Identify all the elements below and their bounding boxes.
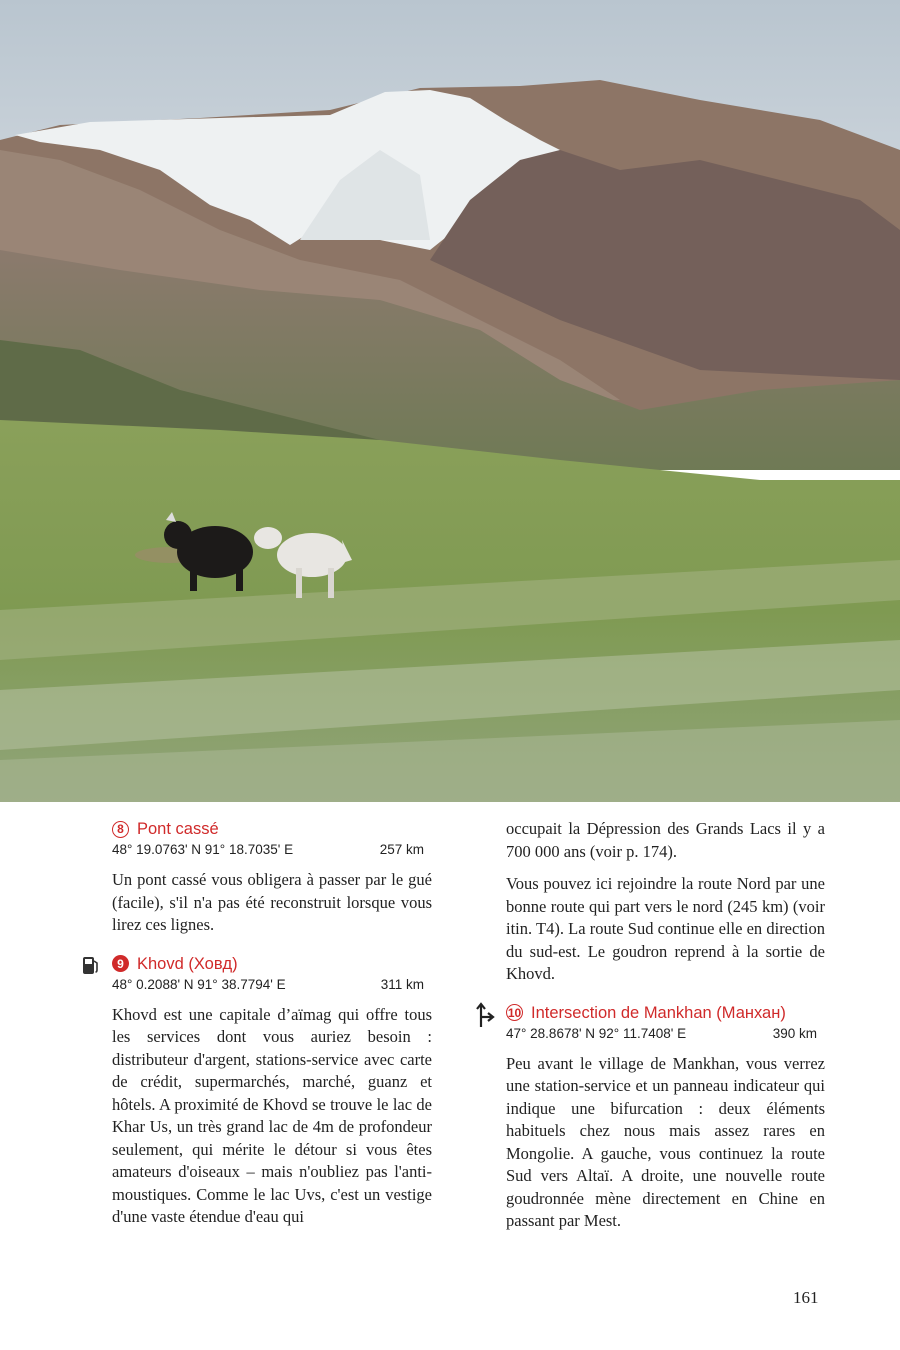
page-number: 161 (793, 1288, 819, 1307)
entry-heading (112, 953, 432, 975)
gps-coordinates: 48° 19.0763' N 91° 18.7035' E (112, 842, 294, 857)
junction-turn-icon (476, 1002, 496, 1034)
gps-coordinates: 47° 28.8678' N 92° 11.7408' E (506, 1025, 687, 1041)
entry-heading (112, 818, 432, 840)
route-entry-10 (506, 1002, 825, 1233)
entry-title: Khovd (Ховд) (137, 954, 238, 973)
entry-text: Un pont cassé vous obligera à passer par le gué (facile), s'il n'a pas été reconstruit lorsque vous lirez ces lignes. (112, 870, 432, 934)
continued-text-2: Vous pouvez ici rejoindre la route Nord par une bonne route qui part vers le nord (245 km) (voir itin. T4). La route Sud continue elle en direction du sud-est. Le goudron reprend à la sortie de Khovd. (506, 874, 825, 983)
entry-coordinates-row (112, 975, 432, 994)
left-column (112, 818, 432, 1229)
gps-coordinates: 48° 0.2088' N 91° 38.7794' E (112, 976, 286, 992)
continued-text: occupait la Dépression des Grands Lacs il y a 700 000 ans (voir p. 174). (506, 819, 825, 861)
entry-number-badge: 9 (112, 955, 129, 972)
fuel-pump-icon (82, 955, 100, 981)
route-entry-9 (112, 953, 432, 1229)
entry-number-badge: 8 (112, 821, 129, 838)
distance: 390 km (772, 1025, 817, 1041)
entry-title: Pont cassé (137, 820, 219, 838)
entry-coordinates-row (506, 1024, 825, 1043)
entry-coordinates-row (112, 840, 432, 859)
distance: 311 km (380, 976, 424, 992)
distance: 257 km (379, 842, 424, 857)
route-entry-8 (112, 818, 432, 937)
entry-number-badge: 10 (507, 1005, 522, 1020)
entry-title: Intersection de Mankhan (Манхан) (531, 1003, 786, 1022)
entry-heading (506, 1002, 825, 1024)
entry-text: Peu avant le village de Mankhan, vous verrez une station-service et un panneau indicateur qui indique une bifurcation : deux éléments habituels chez nous mais assez rares en Mongolie. A gauche, vous continuez la route Sud vers Altaï. A droite, une nouvelle route goudronnée mène directement en Chine en passant par Mest. (506, 1053, 825, 1230)
right-column (506, 818, 825, 1233)
entry-text: Khovd est une capitale d’aïmag qui offre tous les services dont vous auriez besoin : distributeur d'argent, stations-service avec carte de crédit, supermarchés, marché, guanz et hôtels. A proximité de Khovd se trouve le lac de Khar Us, un très grand lac de 4m de profondeur seulement, qui mérite le détour si vous êtes amateurs d'oiseaux – mais n'oubliez pas l'anti-moustiques. Comme le lac Uvs, c'est un vestige d'une vaste étendue d'eau qui (112, 1004, 432, 1226)
